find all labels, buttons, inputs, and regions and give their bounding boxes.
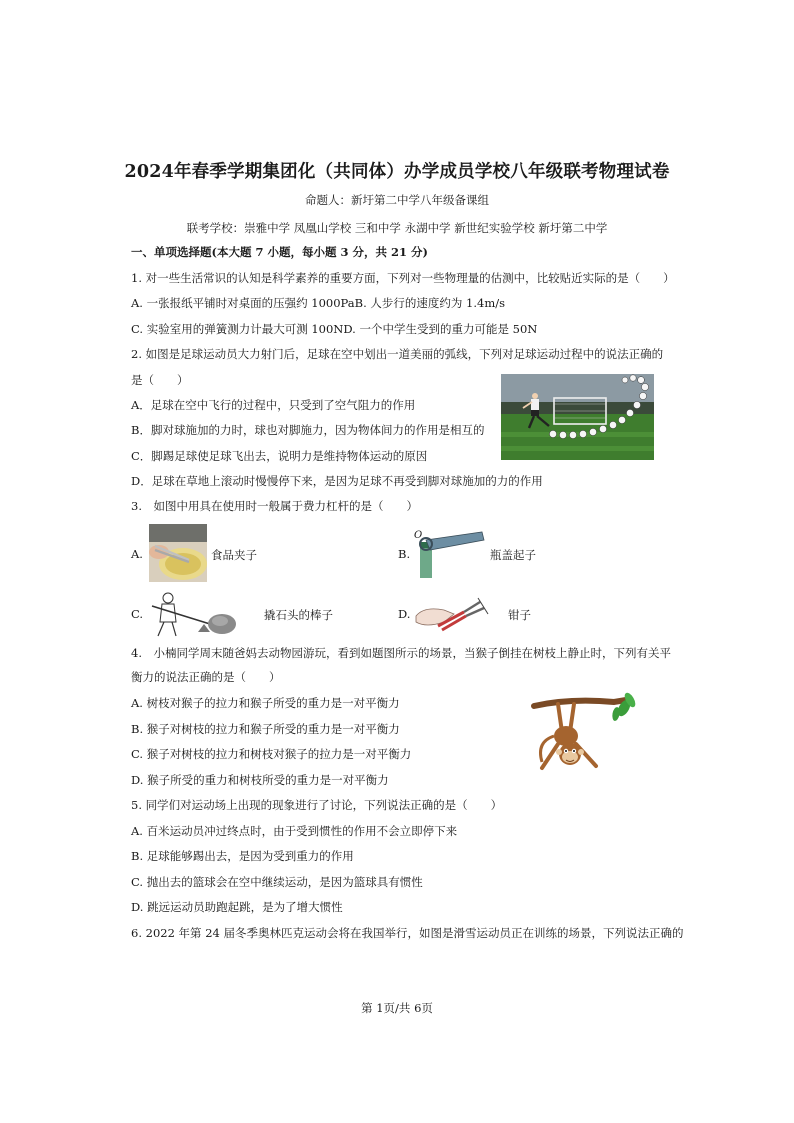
q5-stem: 5. 同学们对运动场上出现的现象进行了讨论，下列说法正确的是（ ） — [131, 798, 503, 812]
q4-option-a: A. 树枝对猴子的拉力和猴子所受的重力是一对平衡力 — [131, 696, 400, 710]
q1-options-cd: C. 实验室用的弹簧测力计最大可测 100ND. 一个中学生受到的重力可能是 50N — [131, 322, 538, 336]
q1-options-ab: A. 一张报纸平铺时对桌面的压强约 1000PaB. 人步行的速度约为 1.4m/s — [131, 296, 505, 310]
q5-option-b: B. 足球能够踢出去，是因为受到重力的作用 — [131, 849, 354, 863]
q3-option-a-letter: A. — [131, 547, 143, 561]
q1-stem: 1. 对一些生活常识的认知是科学素养的重要方面，下列对一些物理量的估测中，比较贴近实际的是（ ） — [131, 271, 675, 285]
q4-option-d: D. 猴子所受的重力和树枝所受的重力是一对平衡力 — [131, 773, 389, 787]
bottle-opener-image — [412, 528, 486, 578]
football-kick-image — [501, 374, 654, 460]
q2-option-c: C．脚踢足球使足球飞出去，说明力是维持物体运动的原因 — [131, 449, 428, 463]
q3-option-c-label: 撬石头的棒子 — [264, 608, 333, 622]
q4-option-b: B. 猴子对树枝的拉力和猴子所受的重力是一对平衡力 — [131, 722, 400, 736]
q3-option-d-letter: D. — [398, 607, 411, 621]
q6-stem: 6. 2022 年第 24 届冬季奥林匹克运动会将在我国举行，如图是滑雪运动员正在训练的场景，下列说法正确的 — [131, 926, 684, 940]
q2-stem-line2: 是（ ） — [131, 373, 189, 387]
q2-option-a: A．足球在空中飞行的过程中，只受到了空气阻力的作用 — [131, 398, 416, 412]
hanging-monkey-image — [530, 692, 636, 774]
q2-option-b: B．脚对球施加的力时，球也对脚施力，因为物体间力的作用是相互的 — [131, 423, 485, 437]
q3-stem: 3. 如图中用具在使用时一般属于费力杠杆的是（ ） — [131, 499, 418, 513]
q3-option-b-label: 瓶盖起子 — [490, 548, 536, 562]
crowbar-rock-image — [146, 588, 238, 638]
schools-line: 联考学校：崇雅中学 凤凰山学校 三和中学 永湖中学 新世纪实验学校 新圩第二中学 — [186, 221, 608, 235]
q5-option-a: A. 百米运动员冲过终点时，由于受到惯性的作用不会立即停下来 — [131, 824, 458, 838]
q5-option-c: C. 抛出去的篮球会在空中继续运动，是因为篮球具有惯性 — [131, 875, 423, 889]
q3-option-c-letter: C. — [131, 607, 144, 621]
author-line: 命题人：新圩第二中学八年级备课组 — [305, 193, 489, 207]
q4-stem-line1: 4. 小楠同学周末随爸妈去动物园游玩，看到如题图所示的场景，当猴子倒挂在树枝上静止时，下列有关平 — [131, 646, 671, 660]
q5-option-d: D. 跳远运动员助跑起跳，是为了增大惯性 — [131, 900, 343, 914]
section-heading: 一、单项选择题(本大题 7 小题，每小题 3 分，共 21 分) — [131, 245, 428, 259]
food-tongs-image — [149, 524, 207, 582]
q3-option-a-label: 食品夹子 — [211, 548, 257, 562]
exam-title: 2024年春季学期集团化（共同体）办学成员学校八年级联考物理试卷 — [124, 162, 670, 182]
pliers-image — [414, 596, 494, 636]
q3-option-d-label: 钳子 — [508, 608, 531, 622]
q4-option-c: C. 猴子对树枝的拉力和树枝对猴子的拉力是一对平衡力 — [131, 747, 412, 761]
q2-stem-line1: 2. 如图是足球运动员大力射门后，足球在空中划出一道美丽的弧线，下列对足球运动过程中的说法正确的 — [131, 347, 664, 361]
page-footer: 第 1页/共 6页 — [361, 1001, 433, 1015]
q4-stem-line2: 衡力的说法正确的是（ ） — [131, 670, 281, 684]
q2-option-d: D．足球在草地上滚动时慢慢停下来，是因为足球不再受到脚对球施加的力的作用 — [131, 474, 543, 488]
fulcrum-label: O — [414, 530, 423, 541]
q3-option-b-letter: B. — [398, 547, 411, 561]
